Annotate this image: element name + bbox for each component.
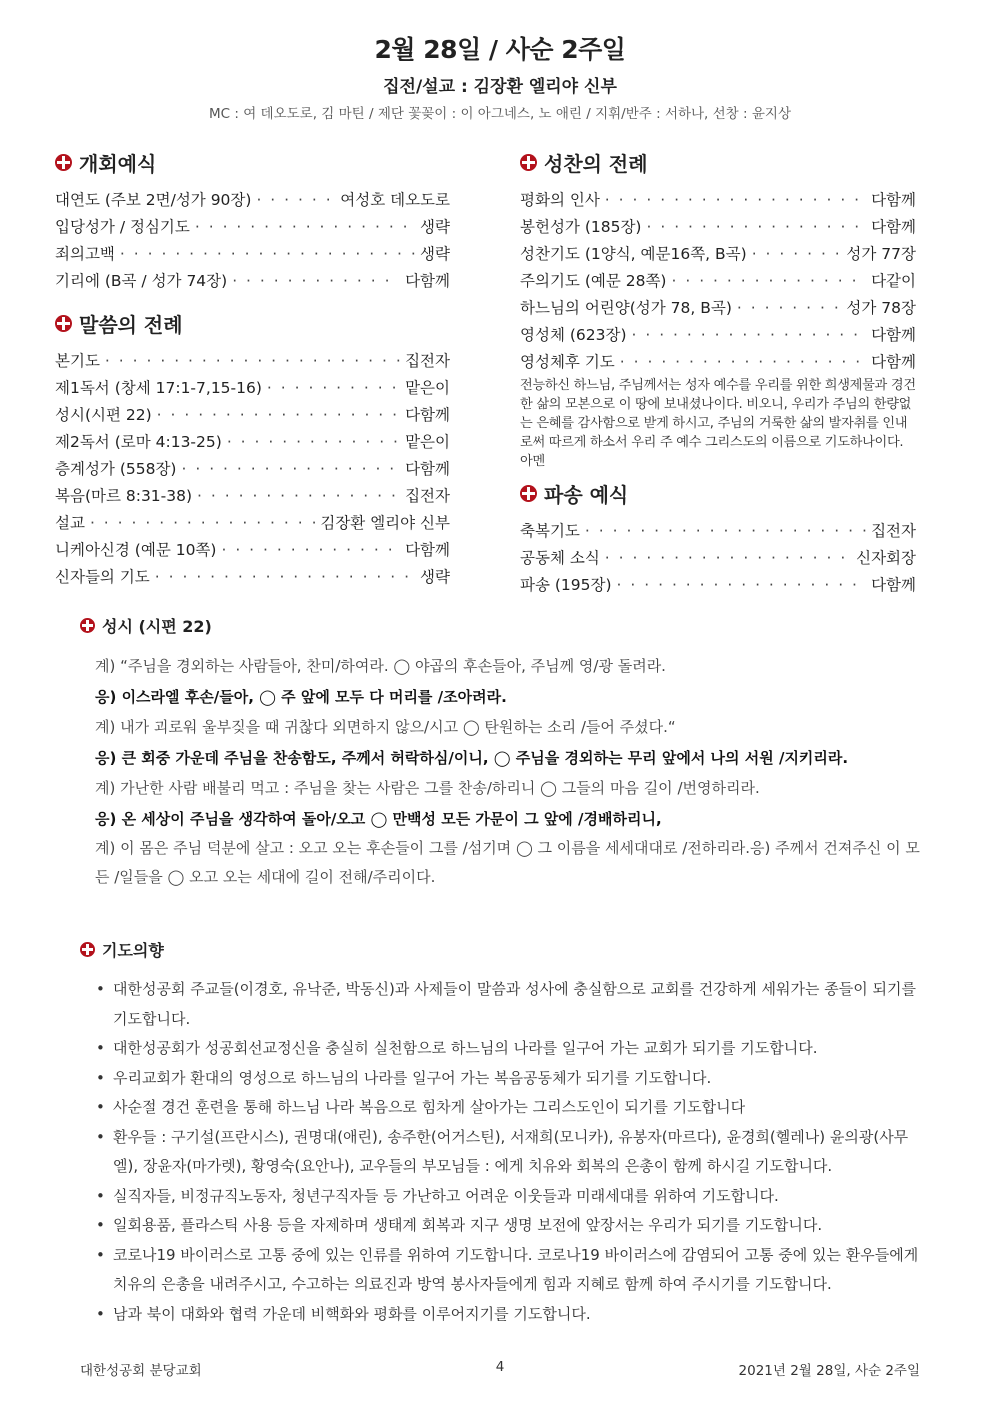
section-title: 개회예식	[79, 152, 157, 176]
page-title: 2월 28일 / 사순 2주일	[374, 35, 626, 64]
dismissal-list	[520, 518, 916, 599]
order-item: 하느님의 어린양(성가 78, B곡) · · · 성가 78장	[520, 295, 916, 322]
section-eucharist	[520, 148, 916, 177]
order-item: 기리에 (B곡 / 성가 74장) · · · 다함께	[55, 268, 450, 295]
order-item: 신자들의 기도 · · · 생략	[55, 564, 450, 591]
page-number: 4	[495, 1359, 505, 1375]
left-column	[55, 148, 450, 591]
intention-item: • 사순절 경건 훈련을 통해 하느님 나라 복음으로 힘차게 살아가는 그리스도인이 되기를 기도합니다	[98, 1093, 930, 1123]
order-item: 성시(시편 22) · · · 다함께	[55, 402, 450, 429]
intention-item: • 환우들 : 구기설(프란시스), 권명대(애린), 송주한(어거스틴), 서재희(모니카), 유봉자(마르다), 윤경희(헬레나) 윤의광(사무엘), 장윤자(마가렛), 황영숙(요안나), 교우들의 부모님들 : 에게 치유와 회복의 은총이 함께 하시길 기도합니다.	[98, 1123, 930, 1182]
intention-item: • 코로나19 바이러스로 고통 중에 있는 인류를 위하여 기도합니다. 코로나19 바이러스에 감염되어 고통 중에 있는 환우들에게 치유의 은총을 내려주시고, 수고하는 의료진과 방역 봉사자들에게 힘과 지혜로 함께 하여 주시기를 기도합니다.	[98, 1241, 930, 1300]
cross-icon	[55, 315, 72, 332]
order-item: 입당성가 / 정심기도 · · · 생략	[55, 214, 450, 241]
cross-icon	[520, 154, 537, 171]
psalm-verse-leader: 계) 내가 괴로워 울부짖을 때 귀찮다 외면하지 않으/시고 ◯ 탄원하는 소리 /들어 주셨다.“	[95, 718, 676, 736]
section-dismissal	[520, 479, 916, 508]
order-item: 죄의고백 · · · 생략	[55, 241, 450, 268]
order-item: 평화의 인사 · · · 다함께	[520, 187, 916, 214]
order-item: 제2독서 (로마 4:13-25) · · · 맡은이	[55, 429, 450, 456]
intention-item: • 일회용품, 플라스틱 사용 등을 자제하며 생태계 회복과 지구 생명 보전에 앞장서는 우리가 되기를 기도합니다.	[98, 1211, 930, 1241]
intention-item: • 우리교회가 환대의 영성으로 하느님의 나라를 일구어 가는 복음공동체가 되기를 기도합니다.	[98, 1064, 930, 1094]
order-item: 설교 · · · 김장환 엘리야 신부	[55, 510, 450, 537]
order-item: 대연도 (주보 2면/성가 90장) · · · 여성호 데오도로	[55, 187, 450, 214]
order-item: 축복기도 · · · 집전자	[520, 518, 916, 545]
psalm-section	[80, 614, 930, 892]
section-word	[55, 309, 450, 338]
order-item: 제1독서 (창세 17:1-7,15-16) · · · 맡은이	[55, 375, 450, 402]
staff-line: MC : 여 데오도로, 김 마틴 / 제단 꽃꽂이 : 이 아그네스, 노 애린 / 지휘/반주 : 서하나, 선창 : 윤지상	[209, 106, 791, 122]
section-title: 파송 예식	[544, 483, 629, 507]
order-item: 본기도 · · · 집전자	[55, 348, 450, 375]
intention-item: • 대한성공회가 성공회선교정신을 충실히 실천함으로 하느님의 나라를 일구어 가는 교회가 되기를 기도합니다.	[98, 1034, 930, 1064]
footer-church: 대한성공회 분당교회	[80, 1363, 202, 1379]
cross-icon	[55, 154, 72, 171]
section-opening	[55, 148, 450, 177]
order-item: 니케아신경 (예문 10쪽) · · · 다함께	[55, 537, 450, 564]
cross-icon	[520, 485, 537, 502]
eucharist-list	[520, 187, 916, 376]
order-item: 파송 (195장) · · · 다함께	[520, 572, 916, 599]
order-item: 봉헌성가 (185장) · · · 다함께	[520, 214, 916, 241]
order-item: 층계성가 (558장) · · · 다함께	[55, 456, 450, 483]
page-header	[0, 30, 1000, 122]
psalm-verse-response: 응) 온 세상이 주님을 생각하여 돌아/오고 ◯ 만백성 모든 가문이 그 앞에 /경배하리니,	[95, 809, 662, 828]
psalm-verse-leader: 계) 이 몸은 주님 덕분에 살고 : 오고 오는 후손들이 그를 /섬기며 ◯ 그 이름을 세세대대로 /전하리라.응) 주께서 건져주신 이 모든 /일들을 ◯ 오고 오는 세대에 길이 전해/주리이다.	[95, 839, 920, 886]
post-communion-prayer: 전능하신 하느님, 주님께서는 성자 예수를 우리를 위한 희생제물과 경건한 삶의 모본으로 이 땅에 보내셨나이다. 비오니, 우리가 주님의 한량없는 은혜를 감사함으로 받게 하시고, 주님의 거룩한 삶의 발자취를 인내로써 따르게 하소서 우리 주 예수 그리스도의 이름으로 기도하나이다. 아멘	[520, 378, 916, 469]
intentions-section	[80, 938, 930, 1329]
cross-icon	[80, 942, 95, 957]
intention-item: • 대한성공회 주교들(이경호, 유낙준, 박동신)과 사제들이 말씀과 성사에 충실함으로 교회를 건강하게 세워가는 종들이 되기를 기도합니다.	[98, 975, 930, 1034]
intention-item: • 실직자들, 비정규직노동자, 청년구직자들 등 가난하고 어려운 이웃들과 미래세대를 위하여 기도합니다.	[98, 1182, 930, 1212]
psalm-verse-leader: 계) “주님을 경외하는 사람들아, 찬미/하여라. ◯ 야곱의 후손들아, 주님께 영/광 돌려라.	[95, 657, 666, 675]
intention-item: • 남과 북이 대화와 협력 가운데 비핵화와 평화를 이루어지기를 기도합니다.	[98, 1300, 930, 1330]
cross-icon	[80, 618, 95, 633]
order-item: 성찬기도 (1양식, 예문16쪽, B곡) · · · 성가 77장	[520, 241, 916, 268]
footer-date: 2021년 2월 28일, 사순 2주일	[738, 1363, 920, 1379]
section-title: 말씀의 전례	[79, 313, 183, 337]
order-item: 주의기도 (예문 28쪽) · · · 다같이	[520, 268, 916, 295]
order-item: 복음(마르 8:31-38) · · · 집전자	[55, 483, 450, 510]
psalm-verse-response: 응) 이스라엘 후손/들아, ◯ 주 앞에 모두 다 머리를 /조아려라.	[95, 687, 507, 706]
celebrant-line: 집전/설교 : 김장환 엘리야 신부	[383, 77, 617, 97]
opening-list	[55, 187, 450, 295]
psalm-verse-leader: 계) 가난한 사람 배불리 먹고 : 주님을 찾는 사람은 그를 찬송/하리니 ◯ 그들의 마음 길이 /번영하리라.	[95, 779, 760, 797]
intentions-title: 기도의향	[102, 941, 164, 960]
intentions-list	[80, 975, 930, 1329]
psalm-verse-response: 응) 큰 회중 가운데 주님을 찬송함도, 주께서 허락하심/이니, ◯ 주님을 경외하는 무리 앞에서 나의 서원 /지키리라.	[95, 748, 849, 767]
psalm-title: 성시 (시편 22)	[102, 617, 212, 636]
word-list	[55, 348, 450, 591]
order-item: 영성체 (623장) · · · 다함께	[520, 322, 916, 349]
section-title: 성찬의 전례	[544, 152, 648, 176]
intentions-heading	[80, 938, 930, 961]
psalm-heading	[80, 614, 930, 637]
order-item: 공동체 소식 · · · 신자회장	[520, 545, 916, 572]
order-item: 영성체후 기도 · · · 다함께	[520, 349, 916, 376]
right-column	[520, 148, 916, 599]
